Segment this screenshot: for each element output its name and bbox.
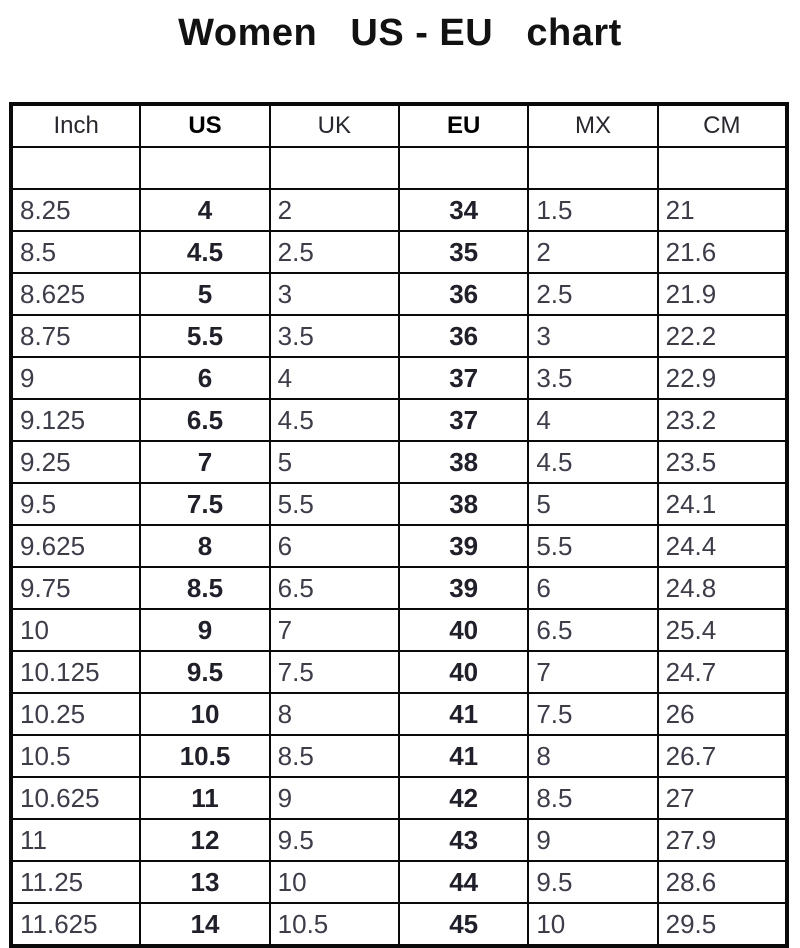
cell-mx: 5 [528, 483, 657, 525]
cell-us: 4.5 [140, 231, 269, 273]
table-row [11, 315, 787, 357]
cell-uk: 4 [270, 357, 399, 399]
cell-cm: 24.8 [658, 567, 787, 609]
cell-us: 10 [140, 693, 269, 735]
cell-inch: 8.25 [11, 189, 140, 231]
cell-eu: 35 [399, 231, 528, 273]
cell-cm: 28.6 [658, 861, 787, 903]
table-row [11, 609, 787, 651]
cell-cm: 27 [658, 777, 787, 819]
cell-mx: 4.5 [528, 441, 657, 483]
cell-mx: 6.5 [528, 609, 657, 651]
cell-eu: 38 [399, 483, 528, 525]
cell-mx: 3.5 [528, 357, 657, 399]
cell-us: 7 [140, 441, 269, 483]
table-row [11, 441, 787, 483]
cell-inch: 9.625 [11, 525, 140, 567]
cell-mx: 9 [528, 819, 657, 861]
table-body [11, 147, 787, 946]
cell-us: 14 [140, 903, 269, 946]
cell-eu: 40 [399, 609, 528, 651]
header-row [11, 104, 787, 147]
cell-cm: 23.5 [658, 441, 787, 483]
cell-uk: 9 [270, 777, 399, 819]
table-row [11, 273, 787, 315]
cell-inch: 11.625 [11, 903, 140, 946]
cell-eu: 39 [399, 567, 528, 609]
cell-inch: 10.25 [11, 693, 140, 735]
column-header-us: US [140, 104, 269, 147]
cell-inch: 9.125 [11, 399, 140, 441]
blank-cell [270, 147, 399, 189]
cell-us: 10.5 [140, 735, 269, 777]
cell-uk: 8.5 [270, 735, 399, 777]
blank-row [11, 147, 787, 189]
cell-eu: 44 [399, 861, 528, 903]
cell-mx: 7 [528, 651, 657, 693]
cell-us: 8.5 [140, 567, 269, 609]
cell-us: 5.5 [140, 315, 269, 357]
table-row [11, 567, 787, 609]
cell-eu: 36 [399, 315, 528, 357]
cell-us: 6.5 [140, 399, 269, 441]
blank-cell [11, 147, 140, 189]
cell-uk: 8 [270, 693, 399, 735]
cell-cm: 26.7 [658, 735, 787, 777]
cell-uk: 10 [270, 861, 399, 903]
cell-inch: 9.25 [11, 441, 140, 483]
cell-uk: 3.5 [270, 315, 399, 357]
blank-cell [658, 147, 787, 189]
cell-mx: 4 [528, 399, 657, 441]
cell-uk: 7.5 [270, 651, 399, 693]
cell-inch: 9 [11, 357, 140, 399]
cell-inch: 8.625 [11, 273, 140, 315]
cell-eu: 36 [399, 273, 528, 315]
cell-uk: 3 [270, 273, 399, 315]
page-title: Women US - EU chart [178, 12, 622, 54]
cell-mx: 6 [528, 567, 657, 609]
cell-inch: 11 [11, 819, 140, 861]
cell-eu: 37 [399, 357, 528, 399]
cell-cm: 24.7 [658, 651, 787, 693]
blank-cell [140, 147, 269, 189]
cell-uk: 5 [270, 441, 399, 483]
table-header [11, 104, 787, 147]
cell-inch: 10.625 [11, 777, 140, 819]
cell-us: 5 [140, 273, 269, 315]
table-row [11, 399, 787, 441]
cell-cm: 22.9 [658, 357, 787, 399]
cell-mx: 7.5 [528, 693, 657, 735]
cell-inch: 9.5 [11, 483, 140, 525]
cell-inch: 10.125 [11, 651, 140, 693]
cell-uk: 7 [270, 609, 399, 651]
column-header-eu: EU [399, 104, 528, 147]
cell-us: 11 [140, 777, 269, 819]
cell-mx: 10 [528, 903, 657, 946]
cell-uk: 6.5 [270, 567, 399, 609]
cell-cm: 29.5 [658, 903, 787, 946]
cell-us: 9.5 [140, 651, 269, 693]
cell-cm: 23.2 [658, 399, 787, 441]
cell-eu: 38 [399, 441, 528, 483]
cell-inch: 8.75 [11, 315, 140, 357]
blank-cell [399, 147, 528, 189]
cell-mx: 2 [528, 231, 657, 273]
cell-inch: 11.25 [11, 861, 140, 903]
cell-inch: 9.75 [11, 567, 140, 609]
column-header-inch: Inch [11, 104, 140, 147]
cell-eu: 39 [399, 525, 528, 567]
cell-eu: 37 [399, 399, 528, 441]
table-row [11, 777, 787, 819]
cell-uk: 2 [270, 189, 399, 231]
column-header-mx: MX [528, 104, 657, 147]
table-row [11, 357, 787, 399]
column-header-cm: CM [658, 104, 787, 147]
cell-mx: 5.5 [528, 525, 657, 567]
cell-us: 12 [140, 819, 269, 861]
cell-cm: 27.9 [658, 819, 787, 861]
table-row [11, 903, 787, 946]
size-conversion-table [9, 102, 789, 948]
cell-us: 8 [140, 525, 269, 567]
cell-us: 7.5 [140, 483, 269, 525]
cell-uk: 2.5 [270, 231, 399, 273]
cell-cm: 21.9 [658, 273, 787, 315]
cell-mx: 8 [528, 735, 657, 777]
table-row [11, 651, 787, 693]
table-row [11, 819, 787, 861]
cell-eu: 41 [399, 693, 528, 735]
cell-eu: 42 [399, 777, 528, 819]
cell-cm: 26 [658, 693, 787, 735]
cell-uk: 10.5 [270, 903, 399, 946]
table-row [11, 231, 787, 273]
table-row [11, 525, 787, 567]
cell-eu: 45 [399, 903, 528, 946]
cell-eu: 41 [399, 735, 528, 777]
table-row [11, 693, 787, 735]
cell-uk: 4.5 [270, 399, 399, 441]
cell-cm: 24.4 [658, 525, 787, 567]
cell-us: 9 [140, 609, 269, 651]
cell-cm: 24.1 [658, 483, 787, 525]
cell-mx: 8.5 [528, 777, 657, 819]
cell-inch: 8.5 [11, 231, 140, 273]
cell-eu: 34 [399, 189, 528, 231]
cell-mx: 3 [528, 315, 657, 357]
cell-cm: 22.2 [658, 315, 787, 357]
cell-eu: 43 [399, 819, 528, 861]
cell-inch: 10 [11, 609, 140, 651]
cell-inch: 10.5 [11, 735, 140, 777]
cell-us: 4 [140, 189, 269, 231]
cell-eu: 40 [399, 651, 528, 693]
column-header-uk: UK [270, 104, 399, 147]
table-row [11, 483, 787, 525]
cell-uk: 5.5 [270, 483, 399, 525]
table-row [11, 735, 787, 777]
cell-uk: 6 [270, 525, 399, 567]
cell-us: 13 [140, 861, 269, 903]
cell-us: 6 [140, 357, 269, 399]
cell-uk: 9.5 [270, 819, 399, 861]
cell-mx: 9.5 [528, 861, 657, 903]
cell-cm: 25.4 [658, 609, 787, 651]
cell-cm: 21 [658, 189, 787, 231]
cell-cm: 21.6 [658, 231, 787, 273]
table-row [11, 189, 787, 231]
cell-mx: 1.5 [528, 189, 657, 231]
blank-cell [528, 147, 657, 189]
cell-mx: 2.5 [528, 273, 657, 315]
table-row [11, 861, 787, 903]
